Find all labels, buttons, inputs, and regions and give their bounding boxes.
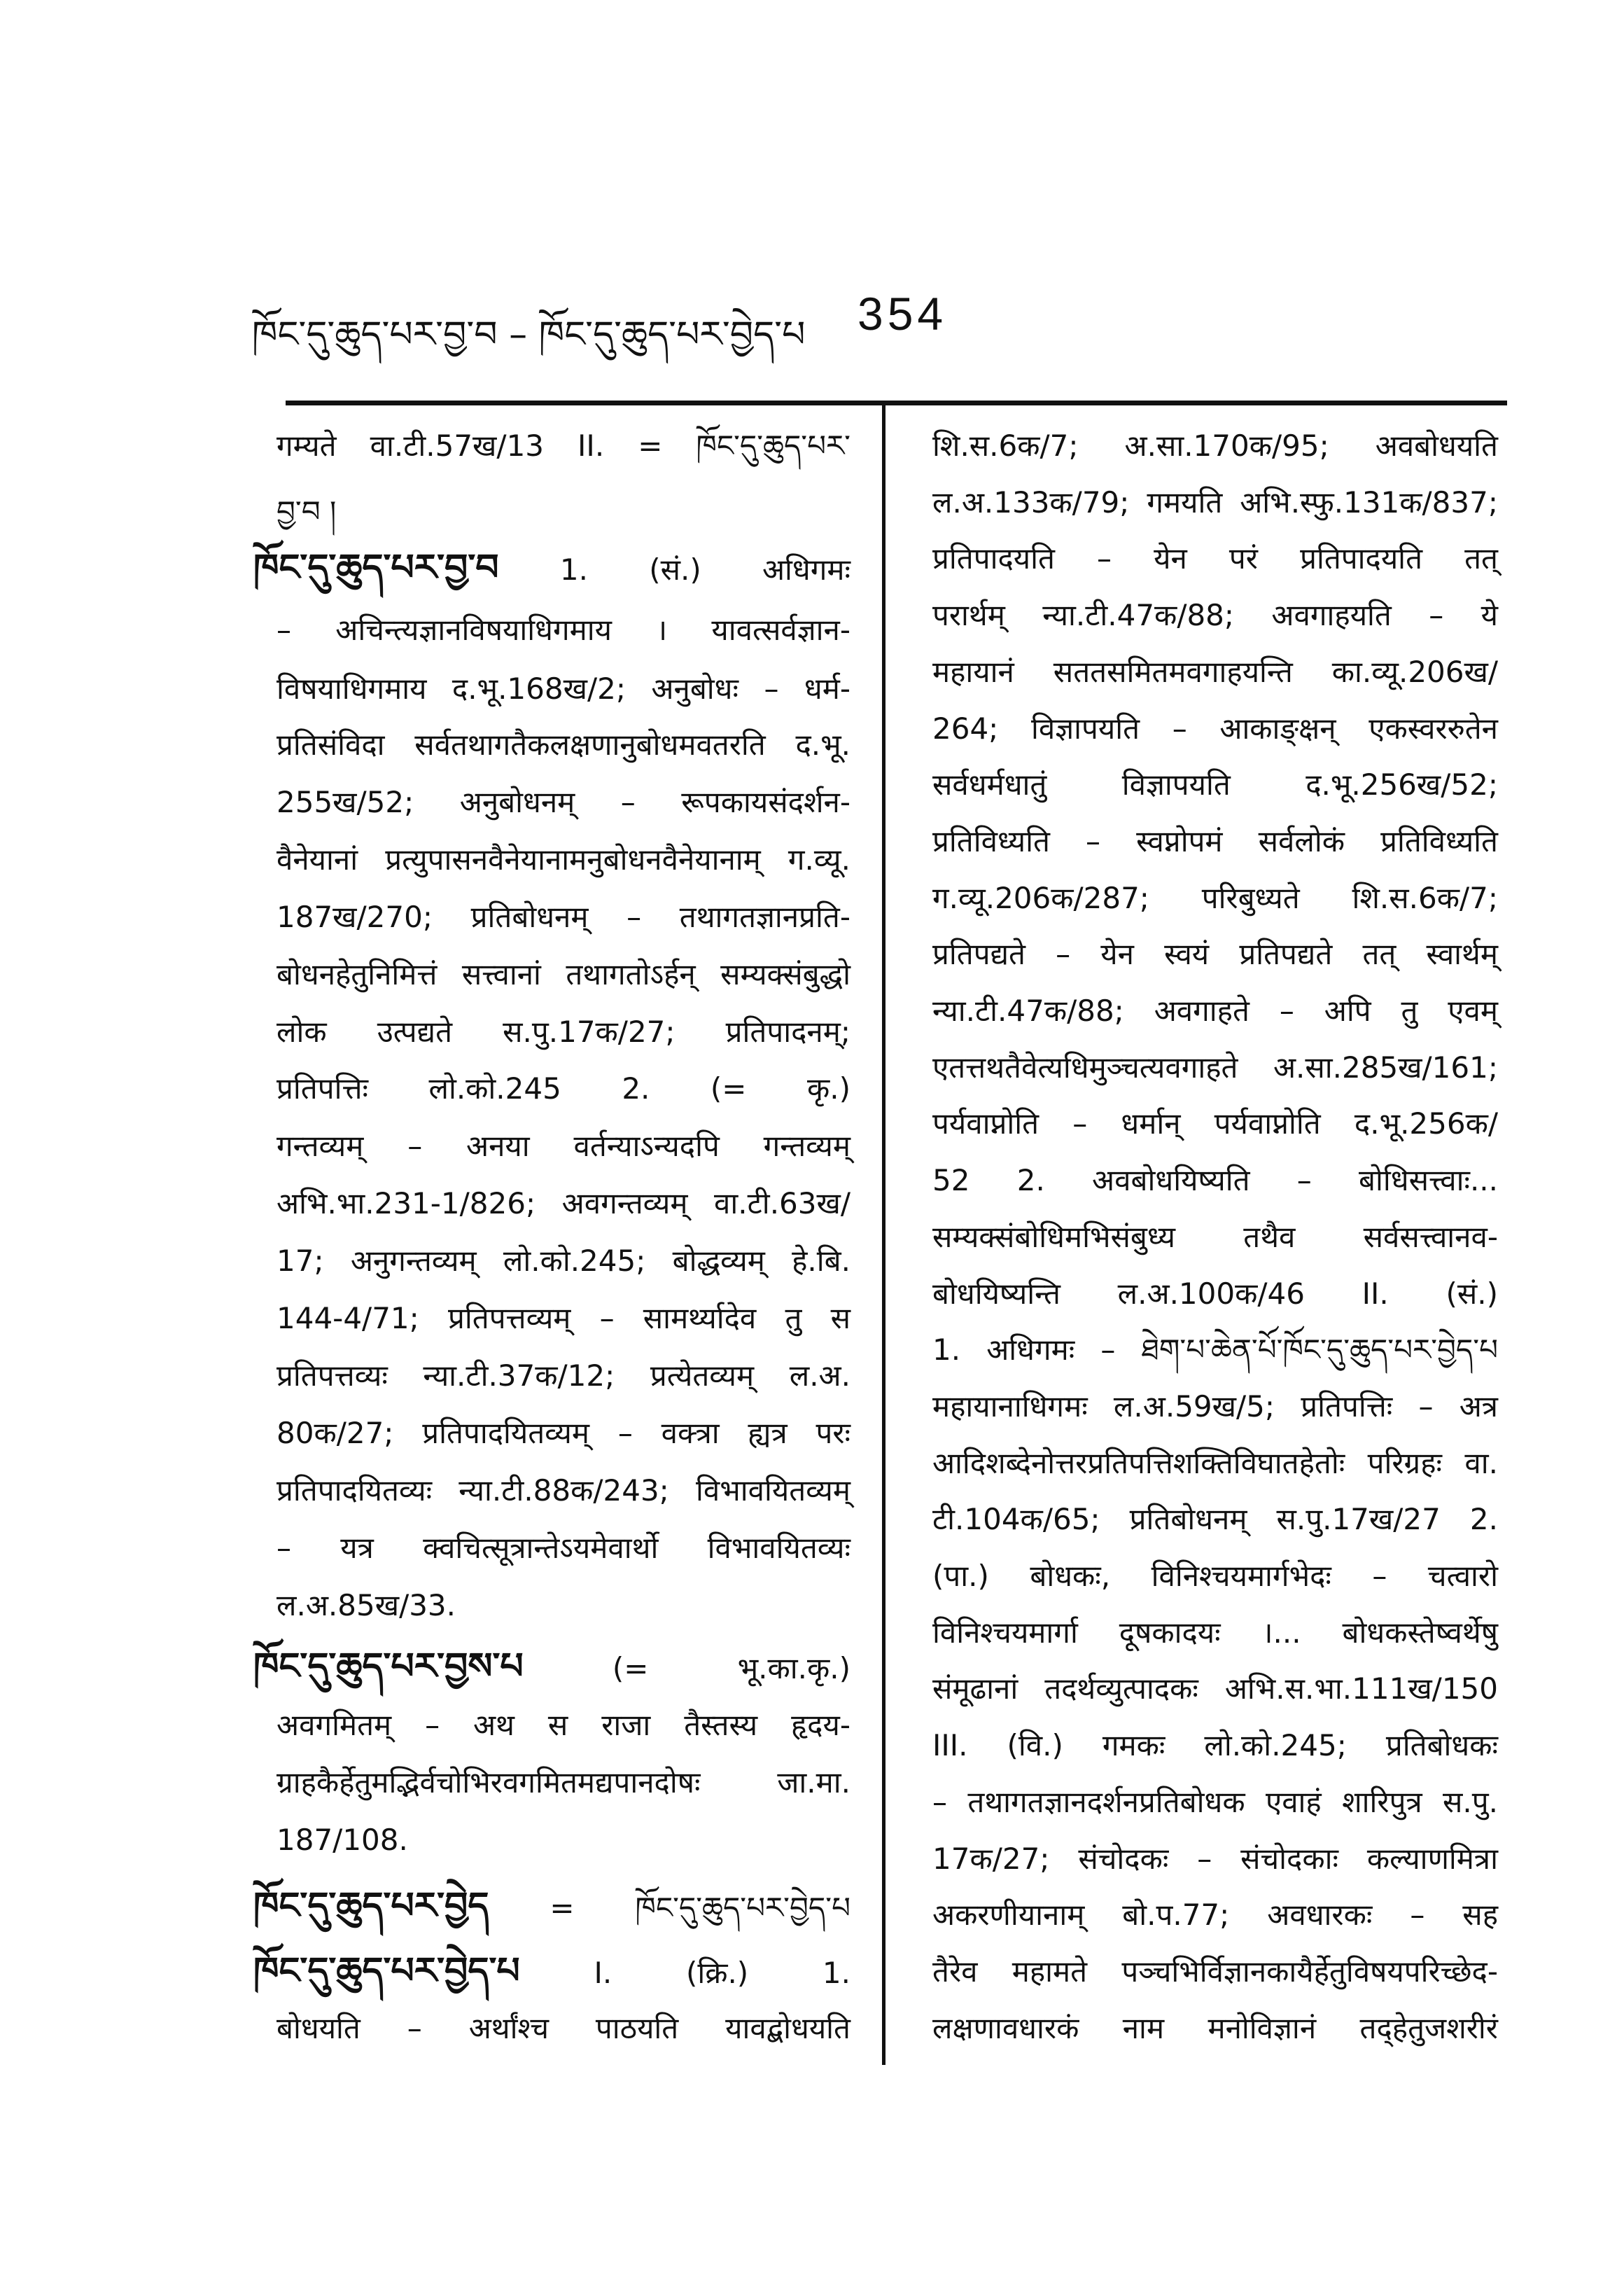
entry-headword-line <box>253 1646 850 1688</box>
entry-text-line <box>276 668 850 710</box>
entry-text: तैरेव महामते पञ्चभिर्विज्ञानकायैर्हेतुविषयपरिच्छेद- <box>932 1954 1498 1989</box>
entry-text-line <box>276 1011 850 1053</box>
entry-text-line <box>932 1612 1498 1654</box>
entry-text-line <box>932 821 1498 863</box>
entry-text: गन्तव्यम् – अनया वर्तन्याऽन्यदपि गन्तव्यम् <box>276 1129 850 1163</box>
entry-text: प्रतिसंविदा सर्वतथागतैकलक्षणानुबोधमवतरति द.भू. <box>276 728 850 762</box>
entry-text: परार्थम् न्या.टी.47क/88; अवगाहयति – ये <box>932 598 1498 633</box>
entry-text: 187/108. <box>276 1823 408 1857</box>
entry-headword-line <box>253 547 850 589</box>
entry-text-line <box>932 877 1498 919</box>
entry-text: बोधयति – अर्थांश्च पाठयति यावद्बोधयति <box>276 2011 850 2045</box>
entry-text-line <box>932 1386 1498 1428</box>
entry-text: ल.अ.85ख/33. <box>276 1588 456 1622</box>
entry-text: – तथागतज्ञानदर्शनप्रतिबोधक एवाहं शारिपुत्र स.पु. <box>932 1784 1498 1819</box>
entry-text: विषयाधिगमाय द.भू.168ख/2; अनुबोधः – धर्म- <box>276 672 850 706</box>
tibetan-headword: ཁོང་དུ་ཆུད་པར་བྱེད་པ <box>253 1950 520 1992</box>
entry-text-line <box>932 764 1498 806</box>
entry-text: प्रतिविध्यति – स्वप्नोपमं सर्वलोकं प्रतिविध्यति <box>932 823 1498 858</box>
entry-text-line <box>932 1498 1498 1540</box>
entry-text: प्रतिपादयति – येन परं प्रतिपादयति तत् <box>932 541 1498 576</box>
entry-text: प्रतिपत्तिः लो.को.245 2. (= कृ.) <box>276 1071 850 1106</box>
entry-text: प्रतिपादयितव्यः न्या.टी.88क/243; विभावयितव्यम् <box>276 1473 850 1508</box>
entry-text: ग.व्यू.206क/287; परिबुध्यते शि.स.6क/7; <box>932 880 1498 915</box>
entry-text-line <box>276 609 850 651</box>
entry-text-line <box>932 1894 1498 1936</box>
tibetan-headword: ཁོང་དུ་ཆུད་པར་བྱས་པ <box>253 1646 524 1688</box>
entry-text-line <box>932 1047 1498 1089</box>
entry-text: = ཁོང་དུ་ཆུད་པར་བྱེད་པ <box>550 1891 850 1925</box>
entry-text-line <box>276 1762 850 1804</box>
entry-text: न्या.टी.47क/88; अवगाहते – अपि तु एवम् <box>932 994 1498 1028</box>
entry-text: महायानाधिगमः ल.अ.59ख/5; प्रतिपत्तिः – अत्र <box>932 1389 1498 1424</box>
entry-text-line <box>932 1951 1498 1993</box>
entry-text-line <box>932 1442 1498 1484</box>
entry-text: बोधयिष्यन्ति ल.अ.100क/46 II. (सं.) <box>932 1276 1498 1311</box>
entry-text: गम्यते वा.टी.57ख/13 II. = ཁོང་དུ་ཆུད་པར་ <box>276 429 850 463</box>
entry-text-line <box>932 538 1498 580</box>
entry-text-line <box>932 1838 1498 1880</box>
entry-text-line <box>276 896 850 938</box>
entry-text-line <box>276 491 850 533</box>
entry-text: एतत्तथतैवेत्यधिमुञ्चत्यवगाहते अ.सा.285ख/161; <box>932 1050 1498 1085</box>
entry-text: प्रतिपत्तव्यः न्या.टी.37क/12; प्रत्येतव्यम् ल.अ. <box>276 1358 850 1393</box>
entry-text-line <box>276 1125 850 1167</box>
entry-text: 80क/27; प्रतिपादयितव्यम् – वक्त्रा ह्यत्र परः <box>276 1416 850 1450</box>
entry-text-line <box>276 1355 850 1397</box>
entry-text: लक्षणावधारकं नाम मनोविज्ञानं तद्हेतुजशरीरं <box>932 2010 1498 2045</box>
entry-text-line <box>276 2008 850 2050</box>
entry-text-line <box>932 482 1498 524</box>
entry-text: सर्वधर्मधातुं विज्ञापयति द.भू.256ख/52; <box>932 767 1498 802</box>
running-header: ཁོང་དུ་ཆུད་པར་བྱ་བ – ཁོང་དུ་ཆུད་པར་བྱེད་པ <box>252 314 806 356</box>
entry-text-line <box>932 933 1498 975</box>
entry-text-line <box>276 1183 850 1225</box>
entry-text-line <box>276 1068 850 1110</box>
entry-headword-line <box>253 1950 850 1992</box>
entry-text: बोधनहेतुनिमित्तं सत्त्वानां तथागतोऽर्हन् सम्यक्संबुद्धो <box>276 957 850 992</box>
entry-text: सम्यक्संबोधिमभिसंबुध्य तथैव सर्वसत्त्वानव- <box>932 1219 1498 1254</box>
entry-text-line <box>932 1103 1498 1145</box>
entry-text-line <box>932 1216 1498 1258</box>
entry-text: 187ख/270; प्रतिबोधनम् – तथागतज्ञानप्रति- <box>276 900 850 934</box>
entry-text: (= भू.का.कृ.) <box>612 1651 850 1685</box>
tibetan-headword: ཁོང་དུ་ཆུད་པར་བྱ་བ <box>253 547 499 589</box>
entry-text: 255ख/52; अनुबोधनम् – रूपकायसंदर्शन- <box>276 785 850 819</box>
entry-text: प्रतिपद्यते – येन स्वयं प्रतिपद्यते तत् स्वार्थम् <box>932 937 1498 972</box>
entry-text: 17क/27; संचोदकः – संचोदकाः कल्याणमित्रा <box>932 1841 1498 1876</box>
entry-text-line <box>276 425 850 467</box>
entry-text: टी.104क/65; प्रतिबोधनम् स.पु.17ख/27 2. <box>932 1502 1498 1537</box>
entry-text-line <box>932 1668 1498 1710</box>
entry-text: अवगमितम् – अथ स राजा तैस्तस्य हृदय- <box>276 1708 850 1742</box>
entry-text-line <box>932 2008 1498 2050</box>
entry-headword-line <box>253 1885 850 1927</box>
entry-text: ग्राहकैर्हेतुमद्भिर्वचोभिरवगमितमद्यपानदोषः जा.मा. <box>276 1765 850 1800</box>
entry-text: བྱ་བ ། <box>276 494 337 529</box>
entry-text-line <box>276 1412 850 1454</box>
entry-text: संमूढानां तदर्थव्युत्पादकः अभि.स.भा.111ख/150 <box>932 1671 1498 1706</box>
entry-text: विनिश्चयमार्गा दूषकादयः ।... बोधकस्तेष्वर्थेषु <box>932 1615 1498 1650</box>
entry-text-line <box>276 781 850 823</box>
entry-text: (पा.) बोधकः, विनिश्चयमार्गभेदः – चत्वारो <box>932 1559 1498 1593</box>
entry-text-line <box>276 954 850 996</box>
entry-text-line <box>932 1160 1498 1202</box>
entry-text-line <box>276 839 850 881</box>
entry-text: 1. (सं.) अधिगमः <box>559 552 850 587</box>
entry-text-line <box>932 1329 1498 1371</box>
entry-text-line <box>932 651 1498 693</box>
entry-text: 17; अनुगन्तव्यम् लो.को.245; बोद्धव्यम् हे.बि. <box>276 1244 850 1278</box>
entry-text: लोक उत्पद्यते स.पु.17क/27; प्रतिपादनम्; <box>276 1015 850 1049</box>
entry-text: 52 2. अवबोधयिष्यति – बोधिसत्त्वाः... <box>932 1163 1498 1198</box>
entry-text-line <box>276 724 850 766</box>
entry-text-line <box>932 990 1498 1032</box>
entry-text-line <box>932 1781 1498 1823</box>
entry-text: 1. अधिगमः – ཐེག་པ་ཆེན་པོ་ཁོང་དུ་ཆུད་པར་བྱེད་པ <box>932 1333 1498 1368</box>
entry-text: अभि.भा.231-1/826; अवगन्तव्यम् वा.टी.63ख/ <box>276 1186 850 1220</box>
entry-text-line <box>932 1555 1498 1597</box>
entry-text: 264; विज्ञापयति – आकाङ्क्षन् एकस्वररुतेन <box>932 711 1498 746</box>
entry-text-line <box>276 1240 850 1282</box>
header-rule <box>286 401 1507 405</box>
entry-text: अकरणीयानाम् बो.प.77; अवधारकः – सह <box>932 1898 1498 1933</box>
entry-text: ल.अ.133क/79; गमयति अभि.स्फु.131क/837; <box>932 485 1498 520</box>
entry-text: 144-4/71; प्रतिपत्तव्यम् – सामर्थ्यादेव तु स <box>276 1301 850 1335</box>
entry-text-line <box>932 1273 1498 1315</box>
page-number: 354 <box>858 288 948 340</box>
entry-text-line <box>276 1704 850 1746</box>
entry-text: – अचिन्त्यज्ञानविषयाधिगमाय । यावत्सर्वज्ञान- <box>276 613 850 647</box>
entry-text-line <box>276 1819 850 1861</box>
entry-text-line <box>932 708 1498 750</box>
entry-text-line <box>276 1470 850 1512</box>
entry-text: शि.स.6क/7; अ.सा.170क/95; अवबोधयति <box>932 429 1498 463</box>
entry-text: – यत्र क्वचित्सूत्रान्तेऽयमेवार्थो विभावयितव्यः <box>276 1531 850 1565</box>
entry-text: पर्यवाप्नोति – धर्मान् पर्यवाप्नोति द.भू.256क/ <box>932 1106 1498 1141</box>
entry-text-line <box>932 1725 1498 1767</box>
entry-text-line <box>276 1585 850 1627</box>
tibetan-headword: ཁོང་དུ་ཆུད་པར་བྱེད <box>253 1885 489 1927</box>
column-divider <box>882 405 886 2065</box>
entry-text: III. (वि.) गमकः लो.को.245; प्रतिबोधकः <box>932 1728 1498 1763</box>
entry-text: वैनेयानां प्रत्युपासनवैनेयानामनुबोधनवैनेयानाम् ग.व्यू. <box>276 842 850 877</box>
entry-text: आदिशब्देनोत्तरप्रतिपत्तिशक्तिविघातहेतोः परिग्रहः वा. <box>932 1445 1498 1480</box>
entry-text-line <box>276 1527 850 1569</box>
entry-text-line <box>932 594 1498 636</box>
entry-text: I. (क्रि.) 1. <box>594 1956 850 1990</box>
entry-text-line <box>932 425 1498 467</box>
entry-text: महायानं सततसमितमवगाहयन्ति का.व्यू.206ख/ <box>932 654 1498 689</box>
entry-text-line <box>276 1297 850 1340</box>
